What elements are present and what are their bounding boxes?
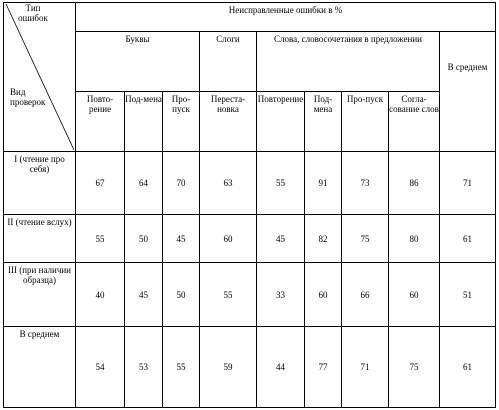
table-cell: 80 [389,215,440,263]
table-cell: 44 [257,327,305,408]
table-cell: 63 [200,152,257,215]
table-cell: 75 [342,215,389,263]
table-cell: 59 [200,327,257,408]
average-column-header [440,32,496,152]
subheader-letters-substitution: Под-мена [125,92,163,152]
table-row [4,327,496,408]
table-cell: 75 [389,327,440,408]
subheader-words-substitution: Под-мена [305,92,342,152]
table-cell: 86 [389,152,440,215]
table-cell: 55 [163,327,200,408]
error-statistics-table [3,2,496,408]
table-cell: 60 [305,263,342,327]
subheader-letters-omission: Про-пуск [163,92,200,152]
subheader-words-repeat: Повторение [257,92,305,152]
row-label: В среднем [4,327,76,408]
table-cell: 55 [200,263,257,327]
subheader-words-agreement: Согла-сование слов [389,92,440,152]
group-header-words: Слова, словосочетания в предложении [257,32,440,92]
table-cell: 54 [76,327,125,408]
table-cell: 45 [257,215,305,263]
row-label: I (чтение про себя) [4,152,76,215]
group-header-syllables: Слоги [200,32,257,92]
table-cell: 71 [342,327,389,408]
corner-header-cell [4,3,76,152]
table-cell: 50 [163,263,200,327]
group-header-letters: Буквы [76,32,200,92]
subheader-words-omission: Про-пуск [342,92,389,152]
table-cell: 91 [305,152,342,215]
table-cell: 60 [200,215,257,263]
subheader-letters-repeat: Повто-рение [76,92,125,152]
table-cell: 61 [440,215,496,263]
table-cell: 61 [440,327,496,408]
table-cell: 67 [76,152,125,215]
table-cell: 45 [163,215,200,263]
table-cell: 50 [125,215,163,263]
table-cell: 64 [125,152,163,215]
table-cell: 71 [440,152,496,215]
subheader-syllables-transposition: Переста-новка [200,92,257,152]
table-cell: 66 [342,263,389,327]
table-cell: 73 [342,152,389,215]
table-row [4,263,496,327]
corner-diagonal-line [4,3,76,151]
row-label: III (при наличии образца) [4,263,76,327]
main-header: Неисправленные ошибки в % [76,3,496,32]
corner-error-type-label: Тип ошибок [18,3,48,23]
table-cell: 33 [257,263,305,327]
table-cell: 55 [76,215,125,263]
corner-check-type-label: Вид проверок [10,87,46,107]
table-cell: 55 [257,152,305,215]
table-cell: 40 [76,263,125,327]
table-cell: 53 [125,327,163,408]
table-row [4,152,496,215]
table-cell: 45 [125,263,163,327]
table-cell: 70 [163,152,200,215]
table-cell: 82 [305,215,342,263]
row-label: II (чтение вслух) [4,215,76,263]
table-wrapper [3,2,496,408]
table-row [4,215,496,263]
average-column-label: В среднем [447,62,488,72]
table-cell: 60 [389,263,440,327]
table-cell: 51 [440,263,496,327]
table-cell: 77 [305,327,342,408]
